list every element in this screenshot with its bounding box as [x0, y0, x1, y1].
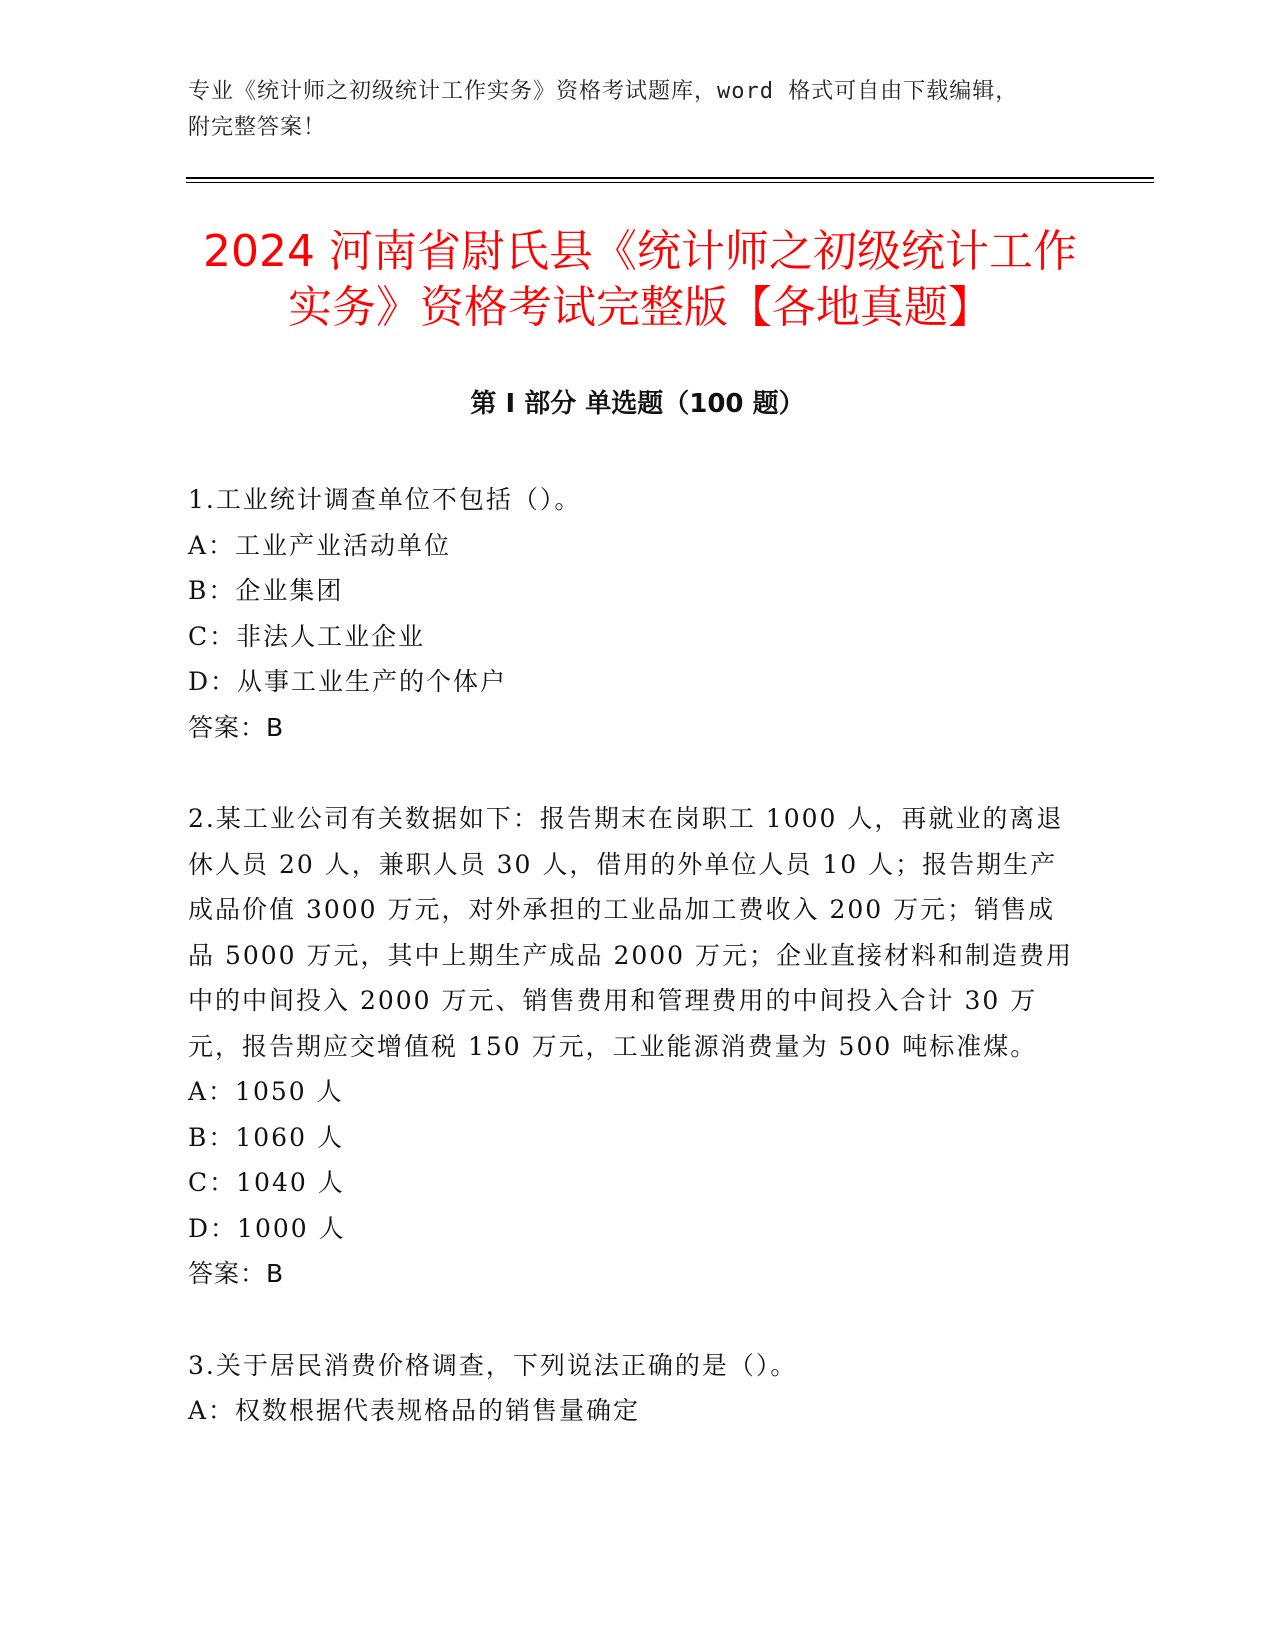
option-a: A：权数根据代表规格品的销售量确定 [188, 1396, 641, 1425]
document-title [130, 224, 1150, 336]
option-b: B：企业集团 [188, 576, 344, 605]
option-c: C：1040 人 [188, 1168, 345, 1197]
question-stem: 3.关于居民消费价格调查，下列说法正确的是（）。 [188, 1350, 798, 1380]
question-stem: 2.某工业公司有关数据如下：报告期末在岗职工 1000 人，再就业的离退休人员 20 人，兼职人员 30 人，借用的外单位人员 10 人；报告期生产成品价值 3000 万元，对外承担的工业品加工费收入 200 万元；销售成品 5000 万元，其中上期生产成品 2000 万元；企业直接材料和制造费用中的中间投入 2000 万元、销售费用和管理费用的中间投入合计 30 万元，报告期应交增值税 150 万元，工业能源消费量为 500 吨标准煤。 [188, 804, 1074, 1061]
question-list [188, 477, 1078, 1480]
question-3 [188, 1343, 1078, 1434]
option-d: D：从事工业生产的个体户 [188, 667, 508, 696]
answer: 答案：B [188, 712, 285, 742]
document-title-line-2: 实务》资格考试完整版【各地真题】 [288, 282, 992, 333]
document-title-line-1: 2024 河南省尉氏县《统计师之初级统计工作 [203, 226, 1077, 277]
option-b: B：1060 人 [188, 1122, 344, 1152]
question-1 [188, 477, 1078, 750]
header-rule-thin [186, 182, 1154, 183]
header-note-line-2: 附完整答案！ [188, 115, 327, 140]
option-d: D：1000 人 [188, 1213, 346, 1243]
option-a: A：1050 人 [188, 1077, 344, 1106]
question-2 [188, 796, 1078, 1297]
answer: 答案：B [188, 1259, 285, 1288]
header-note-line-1: 专业《统计师之初级统计工作实务》资格考试题库，word 格式可自由下载编辑， [188, 79, 1019, 104]
question-stem: 1.工业统计调查单位不包括（）。 [188, 485, 582, 514]
header-note [188, 74, 1088, 146]
section-heading: 第 I 部分 单选题（100 题） [470, 389, 805, 419]
option-a: A：工业产业活动单位 [188, 530, 452, 560]
option-c: C：非法人工业企业 [188, 621, 426, 651]
header-rule-thick [186, 177, 1154, 179]
